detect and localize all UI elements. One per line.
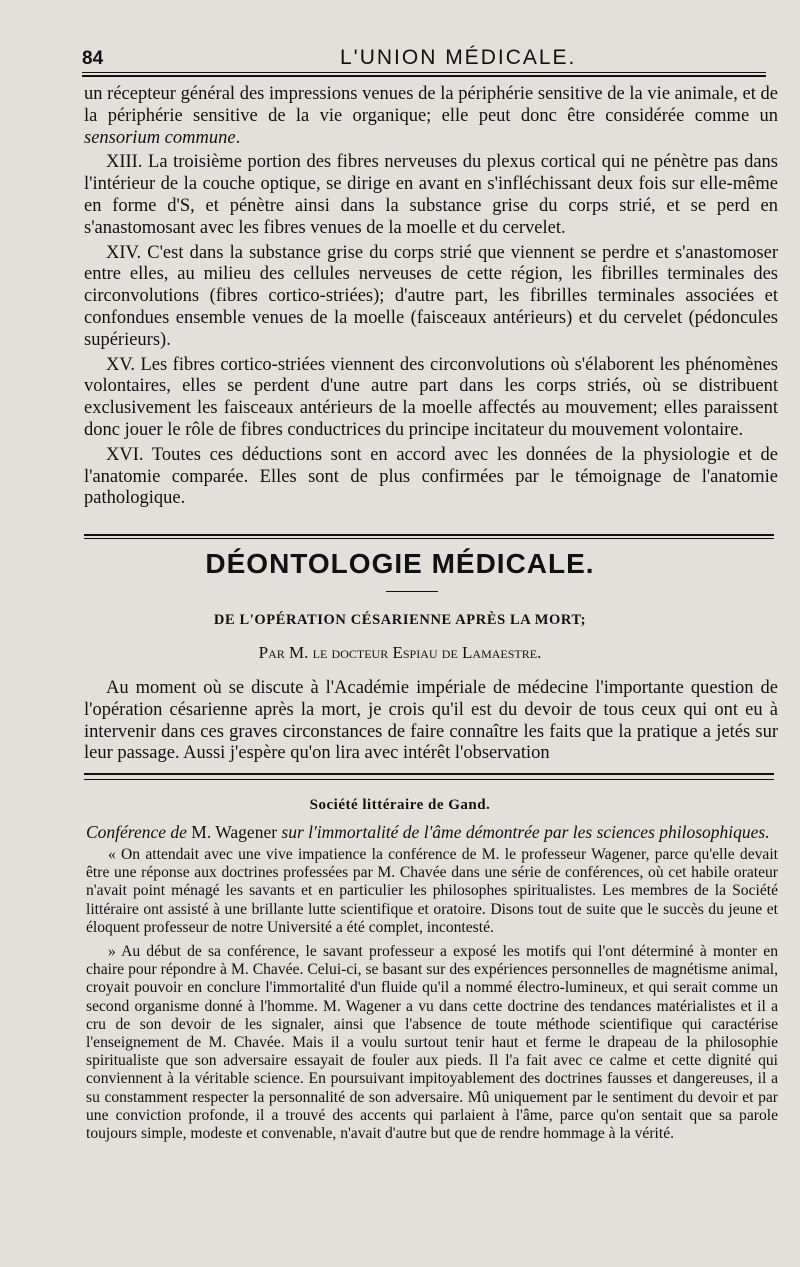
latin-term: sensorium commune	[84, 127, 236, 148]
feuilleton-divider	[84, 773, 774, 775]
feuilleton-divider-thin	[84, 779, 774, 780]
feuilleton-subtitle: Conférence de M. Wagener sur l'immortalité de l'âme démontrée par les sciences philosophiques.	[86, 822, 770, 842]
section-divider	[84, 534, 774, 536]
paragraph-continued: un récepteur général des impressions venues de la périphérie sensitive de la vie animale, et de la périphérie sensitive de la vie organique; elle peut donc être considérée comme un sensorium commune.	[84, 84, 778, 148]
page-number: 84	[82, 48, 104, 69]
article-intro	[84, 678, 778, 765]
feuilleton-title: Société littéraire de Gand.	[309, 797, 491, 813]
paragraph-xv: XV. Les fibres cortico-striées viennent des circonvolutions où s'élaborent les phénomènes volontaires, elles se perdent d'une autre part dans les corps striés, où se distribuent exclusivement les faisceaux antérieurs de la moelle affectés au mouvement; elles paraissent donc jouer le rôle de fibres conductrices du principe incitateur du mouvement volontaire.	[84, 354, 778, 440]
title-underline	[386, 591, 438, 592]
header-rule	[82, 72, 766, 73]
article-continuation	[84, 84, 778, 510]
paragraph-xvi: XVI. Toutes ces déductions sont en accord avec les données de la physiologie et de l'anatomie comparée. Elles sont de plus confirmées par le témoignage de l'anatomie pathologique.	[84, 444, 778, 509]
article-subtitle: DE L'OPÉRATION CÉSARIENNE APRÈS LA MORT;	[213, 612, 587, 628]
feuilleton-text	[86, 846, 778, 1143]
feuilleton-paragraph: « On attendait avec une vive impatience la conférence de M. le professeur Wagener, parce qu'elle devait être une réponse aux doctrines professées par M. Chavée dans une série de conférences, où cet habile orateur n'avait point ménagé les savants et en particulier les philosophes spiritualistes. Les membres de la Société littéraire ont assisté à une brillante lutte scientifique et oratoire. Disons tout de suite que le succès du jeune et éloquent professeur de notre Université a été complet, incontesté.	[86, 846, 778, 936]
paragraph-xiii: XIII. La troisième portion des fibres nerveuses du plexus cortical qui ne pénètre pas dans l'intérieur de la couche optique, se dirige en avant en s'infléchissant deux fois sur elle-même en forme d'S, et pénètre ainsi dans la substance grise du corps strié, et se perd en s'anastomosant avec les fibres venues de la moelle et du cervelet.	[84, 152, 778, 238]
section-divider-thin	[84, 538, 774, 539]
intro-paragraph: Au moment où se discute à l'Académie impériale de médecine l'importante question de l'opération césarienne après la mort, je crois qu'il est du devoir de tous ceux qui ont eu à intervenir dans ces graves circonstances de faire connaître les faits que la pratique a jetés sur leur passage. Aussi j'espère qu'on lira avec intérêt l'observation	[84, 678, 778, 764]
running-title: L'UNION MÉDICALE.	[340, 46, 577, 69]
header-rule-thick	[82, 75, 766, 77]
paragraph-xiv: XIV. C'est dans la substance grise du corps strié que viennent se perdre et s'anastomoser entre elles, au milieu des cellules nerveuses de cette région, les fibrilles terminales des circonvolutions (fibres cortico-striées); d'autre part, les fibrilles terminales associées et confondues ensemble venues de la moelle (faisceaux antérieurs) et du cervelet (pédoncules supérieurs).	[84, 242, 778, 350]
feuilleton-paragraph: » Au début de sa conférence, le savant professeur a exposé les motifs qui l'ont déterminé à monter en chaire pour répondre à M. Chavée. Celui-ci, se basant sur des expériences personnelles de magnétisme animal, croyait pouvoir en conclure l'immortalité d'un fluide qu'il a nommé électro-lumineux, et qui serait comme un second organisme donné à l'homme. M. Wagener a vu dans cette doctrine des tendances matérialistes et il a cru de son devoir de les signaler, ainsi que l'absence de toute méthode scientifique qui caractérise l'enseignement de M. Chavée. Mais il a voulu surtout tenir haut et ferme le drapeau de la philosophie spiritualiste que son adversaire essayait de fouler aux pieds. Il l'a fait avec ce calme et cette dignité qui conviennent à la véritable science. En poursuivant impitoyablement des doctrines fausses et dangereuses, il a su constamment respecter la personnalité de son adversaire. Mû uniquement par le sentiment du devoir et par une conviction profonde, il a trouvé des accents qui parlaient à l'âme, parce qu'on sentait que sa parole toujours simple, modeste et convenable, n'avait d'autre but que de rendre hommage à la vérité.	[86, 943, 778, 1143]
page-header	[82, 42, 782, 70]
article-byline: Par M. le docteur Espiau de Lamaestre.	[258, 643, 542, 662]
section-title: DÉONTOLOGIE MÉDICALE.	[205, 548, 595, 579]
